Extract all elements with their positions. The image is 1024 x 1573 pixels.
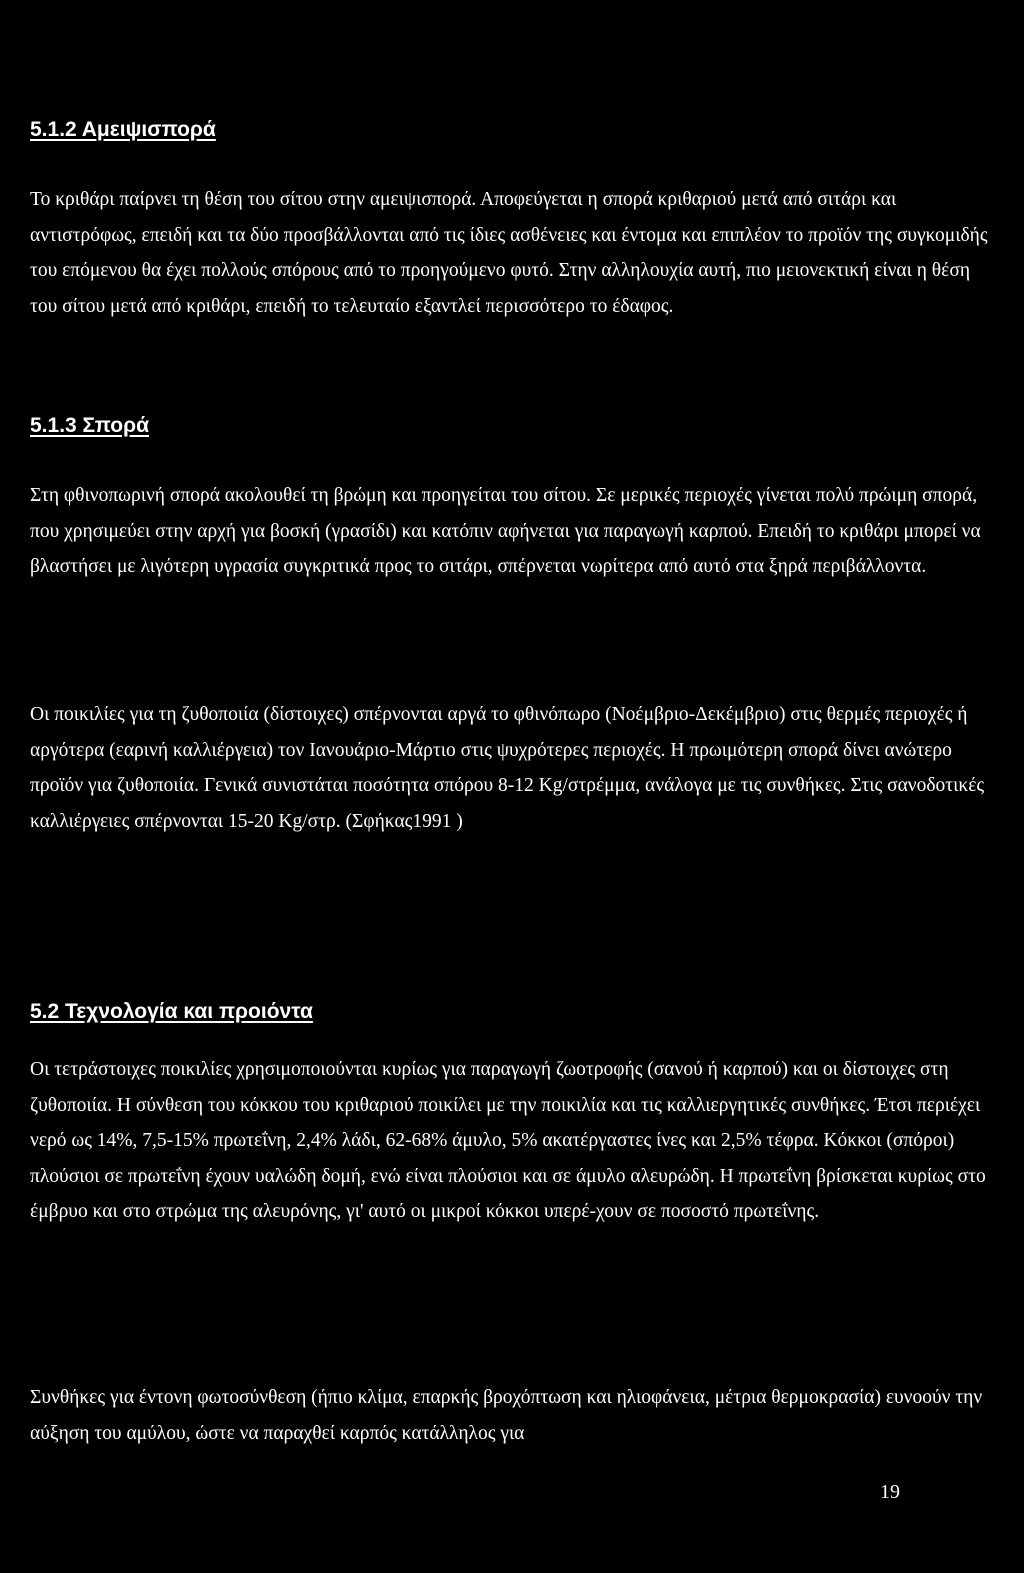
page-number: 19 bbox=[880, 1481, 900, 1503]
paragraph-technology-2: Συνθήκες για έντονη φωτοσύνθεση (ήπιο κλίμα, επαρκής βροχόπτωση και ηλιοφάνεια, μέτρια θερμοκρασία) ευνοούν την αύξηση του αμύλου, ώστε να παραχθεί καρπός κατάλληλος για bbox=[30, 1387, 983, 1444]
paragraph-sowing-1: Στη φθινοπωρινή σπορά ακολουθεί τη βρώμη και προηγείται του σίτου. Σε μερικές περιοχές γίνεται πολύ πρώιμη σπορά, που χρησιμεύει στην αρχή για βοσκή (γρασίδι) και κατόπιν αφήνεται για παραγωγή καρπού. Επειδή το κριθάρι μπορεί να βλαστήσει με λιγότερη υγρασία συγκριτικά προς το σιτάρι, σπέρνεται νωρίτερα από αυτό στα ξηρά περιβάλλοντα. bbox=[30, 485, 981, 577]
section-heading-5-1-3: 5.1.3 Σπορά bbox=[30, 414, 150, 437]
paragraph-sowing-2: Οι ποικιλίες για τη ζυθοποιία (δίστοιχες) σπέρνονται αργά το φθινόπωρο (Νοέμβριο-Δεκέμβριο) στις θερμές περιοχές ή αργότερα (εαρινή καλλιέργεια) τον Ιανουάριο-Μάρτιο στις ψυχρότερες περιοχές. Η πρωιμότερη σπορά δίνει ανώτερο προϊόν για ζυθοποιία. Γενικά συνιστάται ποσότητα σπόρου 8-12 Kg/στρέμμα, ανάλογα με τις συνθήκες. Στις σανοδοτικές καλλιέργειες σπέρνονται 15-20 Kg/στρ. (Σφήκας1991 ) bbox=[30, 704, 985, 832]
section-heading-5-1-2: 5.1.2 Αμειψισπορά bbox=[30, 118, 216, 141]
section-heading-5-2: 5.2 Τεχνολογία και προιόντα bbox=[30, 1000, 313, 1023]
paragraph-technology-1: Οι τετράστοιχες ποικιλίες χρησιμοποιούνται κυρίως για παραγωγή ζωοτροφής (σανού ή καρπού) και οι δίστοιχες στη ζυθοποιία. Η σύνθεση του κόκκου του κριθαριού ποικίλει με την ποικιλία και τις καλλιεργητικές συνθήκες. Έτσι περιέχει νερό ως 14%, 7,5-15% πρωτεΐνη, 2,4% λάδι, 62-68% άμυλο, 5% ακατέργαστες ίνες και 2,5% τέφρα. Κόκκοι (σπόροι) πλούσιοι σε πρωτεΐνη έχουν υαλώδη δομή, ενώ είναι πλούσιοι και σε άμυλο αλευρώδη. Η πρωτεΐνη βρίσκεται κυρίως στο έμβρυο και στο στρώμα της αλευρόνης, γι' αυτό οι μικροί κόκκοι υπερέ-χουν σε ποσοστό πρωτεΐνης. bbox=[30, 1059, 986, 1222]
paragraph-crop-rotation: Το κριθάρι παίρνει τη θέση του σίτου στην αμειψισπορά. Αποφεύγεται η σπορά κριθαριού μετά από σιτάρι και αντιστρόφως, επειδή και τα δύο προσβάλλονται από τις ίδιες ασθένειες και έντομα και επιπλέον το προϊόν της συγκομιδής του επόμενου θα έχει πολλούς σπόρους από το προηγούμενο φυτό. Στην αλληλουχία αυτή, πιο μειονεκτική είναι η θέση του σίτου μετά από κριθάρι, επειδή το τελευταίο εξαντλεί περισσότερο το έδαφος. bbox=[30, 189, 988, 317]
